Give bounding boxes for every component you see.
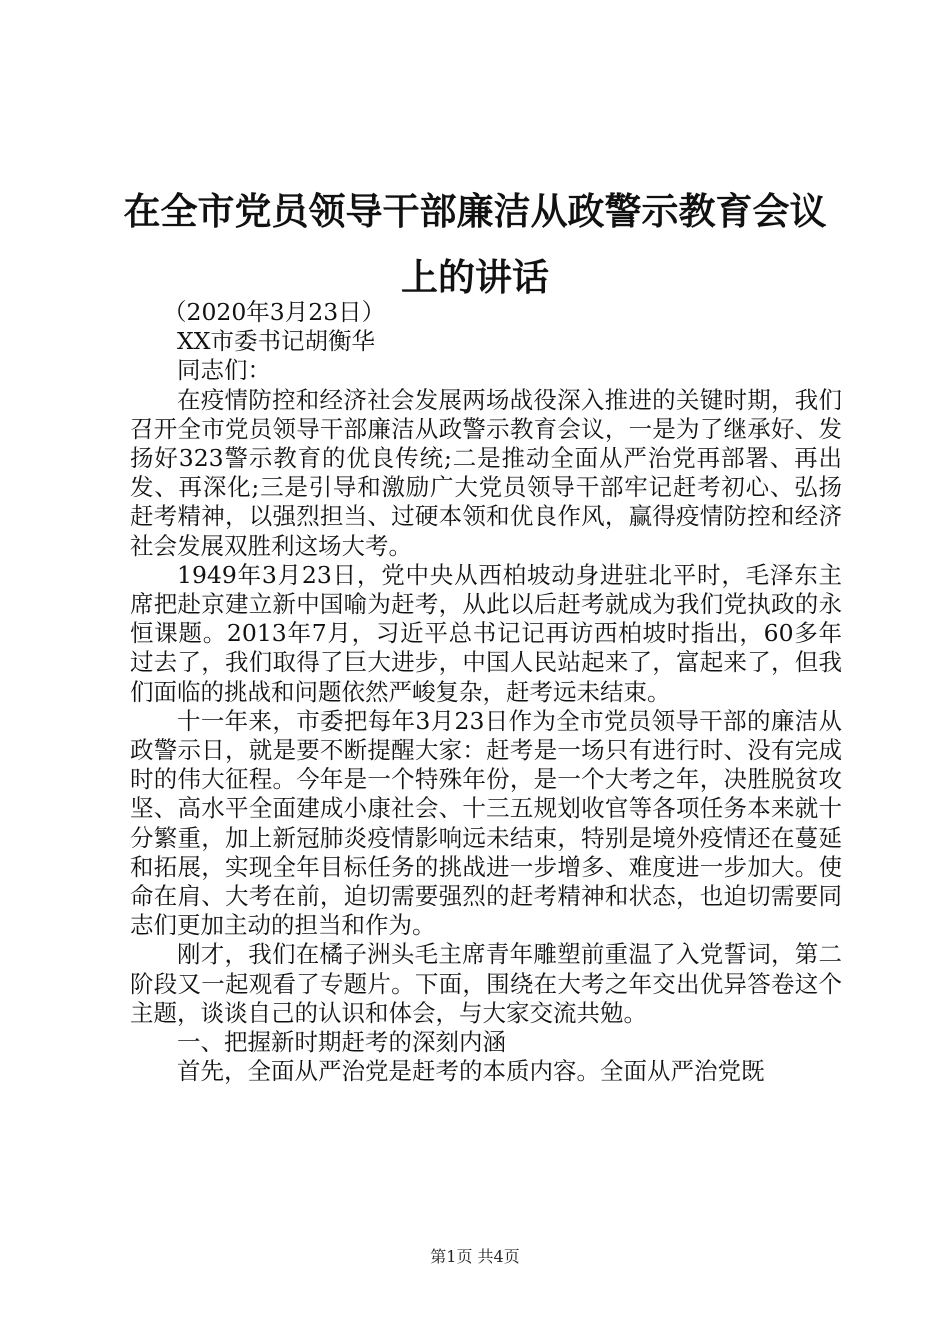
section-heading-1: 一、把握新时期赶考的深刻内涵 [177, 1028, 506, 1057]
speech-date: （2020年3月23日） [163, 298, 386, 326]
paragraph-4: 刚才，我们在橘子洲头毛主席青年雕塑前重温了入党誓词，第二阶段又一起观看了专题片。下面，围绕在大考之年交出优异答卷这个主题，谈谈自己的认识和体会，与大家交流共勉。 [130, 940, 842, 1027]
paragraph-1: 在疫情防控和经济社会发展两场战役深入推进的关键时期，我们召开全市党员领导干部廉洁从政警示教育会议，一是为了继承好、发扬好323警示教育的优良传统;二是推动全面从严治党再部署、再出发、再深化;三是引导和激励广大党员领导干部牢记赶考初心、弘扬赶考精神，以强烈担当、过硬本领和优良作风，赢得疫情防控和经济社会发展双胜利这场大考。 [130, 385, 842, 560]
page-footer: 第1页 共4页 [430, 1247, 520, 1266]
paragraph-2: 1949年3月23日，党中央从西柏坡动身进驻北平时，毛泽东主席把赴京建立新中国喻为赶考，从此以后赶考就成为我们党执政的永恒课题。2013年7月，习近平总书记记再访西柏坡时指出，60多年过去了，我们取得了巨大进步，中国人民站起来了，富起来了，但我们面临的挑战和问题依然严峻复杂，赶考远未结束。 [130, 560, 842, 706]
document-title: 在全市党员领导干部廉洁从政警示教育会议上的讲话 [123, 189, 827, 299]
document-body [130, 298, 842, 1086]
speaker-name: XX市委书记胡衡华 [177, 327, 375, 356]
salutation: 同志们： [177, 356, 271, 385]
paragraph-5: 首先，全面从严治党是赶考的本质内容。全面从严治党既 [177, 1057, 765, 1086]
paragraph-3: 十一年来，市委把每年3月23日作为全市党员领导干部的廉洁从政警示日，就是要不断提醒大家：赶考是一场只有进行时、没有完成时的伟大征程。今年是一个特殊年份，是一个大考之年，决胜脱贫攻坚、高水平全面建成小康社会、十三五规划收官等各项任务本来就十分繁重，加上新冠肺炎疫情影响远未结束，特别是境外疫情还在蔓延和拓展，实现全年目标任务的挑战进一步增多、难度进一步加大。使命在肩、大考在前，迫切需要强烈的赶考精神和状态，也迫切需要同志们更加主动的担当和作为。 [130, 706, 842, 940]
